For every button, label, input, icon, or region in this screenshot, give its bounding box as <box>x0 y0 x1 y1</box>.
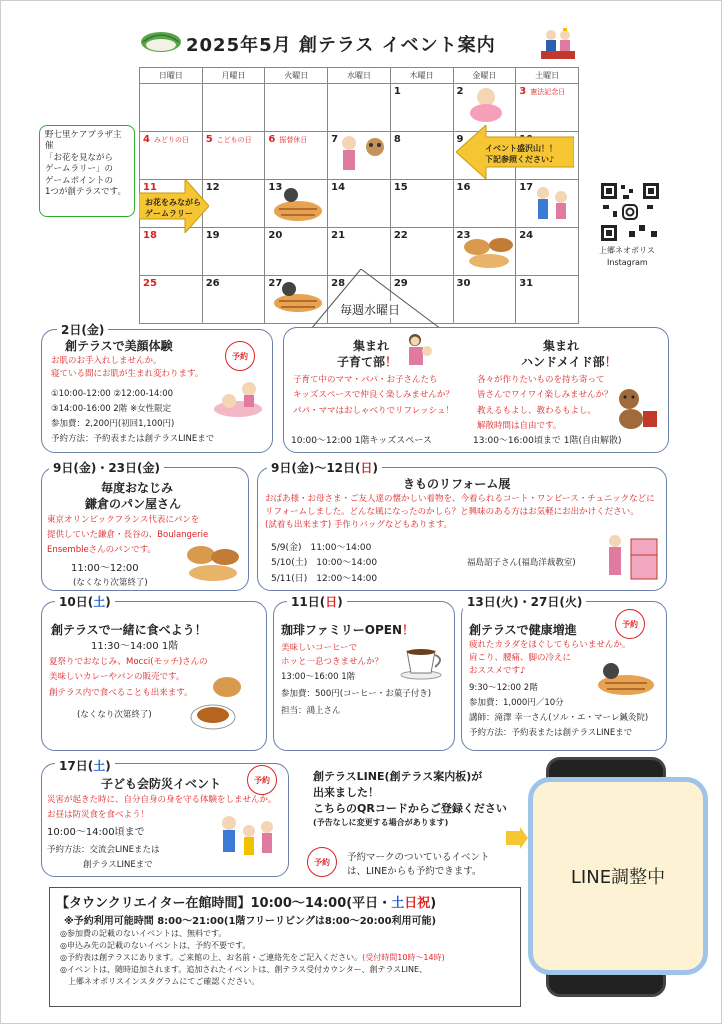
calendar-day-number: 14 <box>331 182 346 193</box>
kosodate-title2-text: 子育て部 <box>337 355 386 369</box>
event-kimono-desc <box>265 493 655 533</box>
footer-note: ◎申込み先の記載のないイベントは、予約不要です。 <box>60 941 251 950</box>
calendar-day-cell <box>202 132 265 180</box>
info-line: 13:00～16:00 1階 <box>281 672 356 682</box>
arrow-right-text <box>145 197 201 219</box>
event-bread-title1: 毎度おなじみ <box>101 481 174 495</box>
footer-note-hours: (受付時間10時～14時) <box>362 953 445 962</box>
event-coffee-desc <box>281 641 383 670</box>
event-beauty-info <box>51 387 214 447</box>
footer-notes <box>60 928 445 988</box>
event-bousai-time: 10:00～14:00頃まで <box>47 827 145 838</box>
footer-note: ◎イベントは、随時追加されます。追加されたイベントは、創テラス受付カウンター、創テラスLINE、 <box>60 965 428 974</box>
calendar-day-cell <box>328 84 391 132</box>
event-mocci-date <box>55 593 115 610</box>
event-bousai-title: 子ども会防災イベント <box>101 777 222 791</box>
coffee-title-text: 珈琲ファミリーOPEN <box>281 623 402 637</box>
calendar-day-cell <box>265 132 328 180</box>
date-sat: 土 <box>93 595 106 609</box>
calendar-day-number: 9 <box>456 134 464 145</box>
kimono-illustration <box>601 531 661 585</box>
calendar-day-number: 26 <box>205 278 220 289</box>
calendar-day-cell <box>202 180 265 228</box>
calendar-day-number: 22 <box>393 230 408 241</box>
date-part: ) <box>105 759 111 773</box>
arrow-right-line: お花をみながら <box>145 198 201 207</box>
desc-line: 創テラス内で食べることも出来ます。 <box>49 687 193 698</box>
reservation-badge: 予約 <box>247 765 277 795</box>
info-line: 講師：滝澤 幸一さん(ソル・エ・マーレ鍼灸院) <box>469 712 649 723</box>
event-kimono-title: きものリフォーム展 <box>403 477 511 491</box>
event-beauty-date: 2日(金) <box>57 321 108 338</box>
bread-illustration-23 <box>461 233 517 271</box>
line-notice-line: 出来ました！ <box>313 785 379 799</box>
calendar-day-cell <box>140 84 203 132</box>
coffee-excl: ！ <box>402 623 415 637</box>
baby-illustration <box>461 83 511 123</box>
info-line: 担当：鴻上さん <box>281 706 341 716</box>
kashiwa-mochi-icon <box>139 26 183 54</box>
calendar-day-number: 27 <box>268 278 283 289</box>
desc-line: 疲れたカラダをほぐしてもらいませんか。 <box>469 640 631 650</box>
calendar-day-cell <box>202 276 265 324</box>
event-health-date: 13日(火)・27日(火) <box>463 593 586 610</box>
footer-note-text: ◎予約表は創テラスにあります。ご来館の上、お名前・ご連絡先をご記入ください。 <box>60 953 363 962</box>
coffee-cup-icon <box>399 641 447 681</box>
info-line: 参加費：1,000円／10分 <box>469 697 564 708</box>
event-kimono-schedule <box>271 541 377 587</box>
info-line: 予約方法：交流会LINEまたは <box>47 845 160 855</box>
family-illustration <box>335 131 391 175</box>
calendar-day-number: 15 <box>393 182 408 193</box>
cat-illustration-13 <box>271 183 325 223</box>
calendar-day-number: 11 <box>143 182 157 193</box>
teddy-bear-illustration <box>613 385 661 431</box>
kosodate-desc <box>293 373 454 419</box>
reservation-badge: 予約 <box>307 847 337 877</box>
calendar-day-number: 2 <box>456 86 464 97</box>
event-mocci-title: 創テラスで一緒に食べよう！ <box>51 623 207 637</box>
calendar-day-cell <box>265 84 328 132</box>
handmade-title1: 集まれ <box>543 339 580 353</box>
weekday-tue: 火曜日 <box>265 68 328 84</box>
qr-label <box>599 245 655 269</box>
event-coffee-date <box>287 593 347 610</box>
event-kimono-date <box>267 459 382 476</box>
weekday-thu: 木曜日 <box>390 68 453 84</box>
pointer-arrow-icon <box>506 827 528 849</box>
instagram-qr-code[interactable] <box>599 181 661 243</box>
info-line: 参加費：500円(コーヒー・お菓子付き) <box>281 689 432 699</box>
kosodate-title2 <box>337 353 397 370</box>
calendar-day-number: 13 <box>268 182 283 193</box>
arrow-left-line: イベント盛沢山！！ <box>485 144 557 153</box>
schedule-line: 5/11(日) 12:00～14:00 <box>271 573 378 584</box>
footer-note <box>60 952 445 964</box>
calendar-holiday-label: 憲法記念日 <box>530 88 566 96</box>
event-bousai-info <box>47 843 159 874</box>
desc-line: お昼は防災食を食べよう！ <box>47 810 150 821</box>
weekday-fri: 金曜日 <box>453 68 516 84</box>
calendar-day-number: 5 <box>205 134 213 145</box>
mother-child-illustration <box>403 331 437 367</box>
calendar-day-number: 16 <box>456 182 471 193</box>
arrow-left-line: 下記参照ください♪ <box>485 155 555 165</box>
staff-hours <box>56 892 436 911</box>
callout-line: 1つが創テラスです。 <box>45 187 126 198</box>
desc-line: (試着も出来ます) 手作りバッグなどもあります。 <box>265 520 453 531</box>
event-kimono-maker: 福島詔子さん(福島洋裁教室) <box>467 558 576 568</box>
info-line: 9:30～12:00 2階 <box>469 683 538 693</box>
kosodate-time: 10:00～12:00 1階キッズスペース <box>291 436 432 446</box>
calendar-holiday-label: こどもの日 <box>216 136 252 144</box>
desc-line: 夏祭りでおなじみ、Mocci(モッチ)さんの <box>49 657 208 667</box>
info-footer <box>49 887 521 1007</box>
schedule-line: 5/10(土) 10:00～14:00 <box>271 558 378 569</box>
footer-note: ◎参加費の記載のないイベントは、無料です。 <box>60 929 227 938</box>
event-bousai-date <box>55 757 115 774</box>
reservation-note-line: は、LINEからも予約できます。 <box>347 866 482 878</box>
calendar-holiday-label: みどりの日 <box>153 136 189 144</box>
date-part: 10日( <box>59 595 94 609</box>
handmade-time: 13:00～16:00頃まで 1階(自由解散) <box>473 436 622 446</box>
arrow-left-text <box>485 143 557 165</box>
event-beauty-desc <box>51 355 203 381</box>
staff-hours-hol: 日祝 <box>404 896 431 911</box>
line-notice-caveat: (予告なしに変更する場合があります) <box>313 817 449 827</box>
weekday-sat: 土曜日 <box>516 68 579 84</box>
event-mocci-note: (なくなり次第終了) <box>77 710 152 720</box>
arrow-right-line: ゲームラリー <box>145 209 193 218</box>
calendar-day-number: 8 <box>393 134 401 145</box>
staff-hours-sat: 土 <box>391 896 405 911</box>
calendar-day-number: 12 <box>205 182 220 193</box>
handmade-excl: ！ <box>604 355 617 369</box>
reservation-badge: 予約 <box>225 341 255 371</box>
info-line: 予約方法：予約表または創テラスLINEまで <box>469 727 633 738</box>
qr-label-line: Instagram <box>607 258 648 267</box>
staff-hours-text: ) <box>430 896 437 911</box>
calendar-day-number: 1 <box>393 86 401 97</box>
callout-line: 野七里ケアプラザ主催 <box>45 130 122 152</box>
calendar-day-number: 23 <box>456 230 471 241</box>
line-adjusting-overlay: LINE調整中 <box>528 777 708 975</box>
kosodate-title1: 集まれ <box>353 339 390 353</box>
desc-line: ホッと一息つきませんか？ <box>281 657 384 668</box>
desc-line: パパ・ママはおしゃべりでリフレッシュ！ <box>293 405 454 416</box>
date-part: 9日(金)～12日( <box>271 461 361 475</box>
line-notice-line: 創テラスLINE(創テラス案内板)が <box>313 770 483 783</box>
info-line: ③14:00-16:00 2階 ※女性限定 <box>51 403 172 414</box>
callout-line: 「お花を見ながら <box>45 152 114 163</box>
calendar-day-cell <box>140 132 203 180</box>
calendar-day-number: 20 <box>268 230 283 241</box>
date-sun: 日 <box>325 595 338 609</box>
event-beauty-title: 創テラスで美顔体験 <box>65 339 173 353</box>
event-mocci-time: 11:30～14:00 1階 <box>91 641 179 652</box>
calendar-day-number: 30 <box>456 278 471 289</box>
callout-line: ゲームラリー」の <box>45 164 114 175</box>
calendar-day-cell <box>202 228 265 276</box>
date-part: ) <box>372 461 379 475</box>
desc-line: リフォームしました。どんな風になったのかしら？と興味のある方はお気軽にお出かけください。 <box>265 507 639 518</box>
cat-massage-illustration <box>595 657 657 697</box>
desc-line: おススメです♪ <box>469 666 526 677</box>
calendar-day-number: 28 <box>331 278 346 289</box>
desc-line: 美味しいカレーやパンの販売です。 <box>49 672 185 683</box>
kids-illustration <box>215 811 279 869</box>
footer-note: 上郷ネオポリスインスタグラムにてご確認ください。 <box>68 977 260 986</box>
calendar-day-number: 31 <box>519 278 534 289</box>
calendar-day-number: 18 <box>143 230 157 241</box>
qr-label-line: 上郷ネオポリス <box>599 246 655 255</box>
desc-line: 解散時間は自由です。 <box>477 420 562 431</box>
calendar-day-number: 17 <box>519 182 534 193</box>
reservation-note <box>347 851 490 880</box>
calendar-day-number: 4 <box>143 134 150 145</box>
desc-line: 肩こり、腰痛、脚の冷えに <box>469 653 572 664</box>
reservation-hours: ※予約利用可能時間 8:00～21:00(1階フリーリビングは8:00～20:00利用可能) <box>64 916 437 927</box>
staff-hours-text: 【タウンクリエイター在館時間】10:00～14:00(平日・ <box>56 896 392 911</box>
line-notice-line: こちらのQRコードからご登録ください <box>313 801 507 815</box>
calendar-day-cell <box>140 228 203 276</box>
date-sun: 日 <box>360 461 373 475</box>
desc-line: 子育て中のママ・パパ・お子さんたち <box>293 375 438 385</box>
callout-line: ゲームポイントの <box>45 175 114 186</box>
desc-line: 寝ている間にお肌が生まれ変わります。 <box>51 369 204 380</box>
kosodate-excl: ！ <box>385 355 398 369</box>
desc-line: お肌のお手入れしませんか。 <box>51 356 162 366</box>
desc-line: 災害が起きた時に、自分自身の身を守る体験をしませんか。 <box>47 795 277 805</box>
calendar-day-cell <box>516 276 579 324</box>
desc-line: Ensembleさんのパンです。 <box>47 544 157 555</box>
line-notice <box>313 769 507 828</box>
calendar-weekday-row <box>140 68 579 84</box>
calendar-day-number: 7 <box>331 134 339 145</box>
event-mocci-desc <box>49 655 208 701</box>
calendar-day-number: 6 <box>268 134 276 145</box>
desc-line: 提供していた鎌倉・長谷の、Boulangerie <box>47 529 209 540</box>
dolls-icon <box>539 25 577 61</box>
date-sat: 土 <box>93 759 106 773</box>
desc-line: 各々が作りたいものを持ち寄って <box>477 375 605 385</box>
calendar-day-number: 19 <box>205 230 220 241</box>
desc-line: 皆さんでワイワイ楽しみませんか？ <box>477 390 613 401</box>
facial-illustration <box>211 375 265 419</box>
calendar-day-number: 21 <box>331 230 346 241</box>
weekday-sun: 日曜日 <box>140 68 203 84</box>
calendar-day-cell <box>453 276 516 324</box>
handmade-title2 <box>521 353 617 370</box>
calendar-day-number: 24 <box>519 230 534 241</box>
handmade-title2-text: ハンドメイド部 <box>521 355 605 369</box>
date-part: ) <box>105 595 111 609</box>
calendar-day-cell <box>328 180 391 228</box>
desc-line: おばあ様・お母さま・ご友人達の懐かしい着物を、今着られるコート・ワンピース・チュニックなどに <box>265 494 655 504</box>
calendar-day-cell <box>140 276 203 324</box>
event-bread-note: (なくなり次第終了) <box>73 578 148 588</box>
calendar-day-cell <box>202 84 265 132</box>
event-health-title: 創テラスで健康増進 <box>469 623 577 637</box>
schedule-line: 5/9(金) 11:00～14:00 <box>271 543 372 553</box>
event-bread-time: 11:00～12:00 <box>71 563 139 574</box>
calendar-day-cell <box>390 132 453 180</box>
reservation-badge: 予約 <box>615 609 645 639</box>
page-title: 2025年5月 創テラス イベント案内 <box>186 35 496 56</box>
calendar-day-cell <box>453 180 516 228</box>
game-rally-callout <box>39 125 135 217</box>
desc-line: 教えるもよし、教わるもよし。 <box>477 405 597 416</box>
desc-line: 美味しいコーヒーで <box>281 643 358 653</box>
event-bread-date: 9日(金)・23日(金) <box>49 459 164 476</box>
curry-illustration <box>187 671 243 735</box>
calendar-day-cell <box>390 84 453 132</box>
weekly-label: 毎週水曜日 <box>337 301 403 318</box>
bread-illustration <box>183 541 243 585</box>
handmade-desc <box>477 373 613 434</box>
event-bread-title2: 鎌倉のパン屋さん <box>85 497 182 511</box>
info-line: 参加費：2,200円(初回1,100円) <box>51 418 175 429</box>
date-part: 17日( <box>59 759 94 773</box>
calendar-day-number: 25 <box>143 278 157 289</box>
info-line: 創テラスLINEまで <box>83 860 153 871</box>
weekly-pointer-lines <box>291 269 451 331</box>
info-line: 予約方法：予約表または創テラスLINEまで <box>51 433 215 444</box>
info-line: ①10:00-12:00 ②12:00-14:00 <box>51 389 174 399</box>
people-illustration <box>529 183 575 225</box>
event-coffee-title <box>281 621 414 638</box>
weekday-mon: 月曜日 <box>202 68 265 84</box>
calendar-day-cell <box>516 228 579 276</box>
calendar-day-cell <box>390 180 453 228</box>
desc-line: 東京オリンピックフランス代表にパンを <box>47 515 200 525</box>
weekday-wed: 水曜日 <box>328 68 391 84</box>
date-part: 11日( <box>291 595 326 609</box>
calendar-day-number: 29 <box>393 278 408 289</box>
date-part: ) <box>337 595 343 609</box>
calendar-holiday-label: 振替休日 <box>279 136 308 144</box>
reservation-note-line: 予約マークのついているイベント <box>347 852 490 863</box>
desc-line: キッズスペースで仲良く楽しみませんか？ <box>293 390 454 401</box>
calendar-day-number: 3 <box>519 86 527 97</box>
